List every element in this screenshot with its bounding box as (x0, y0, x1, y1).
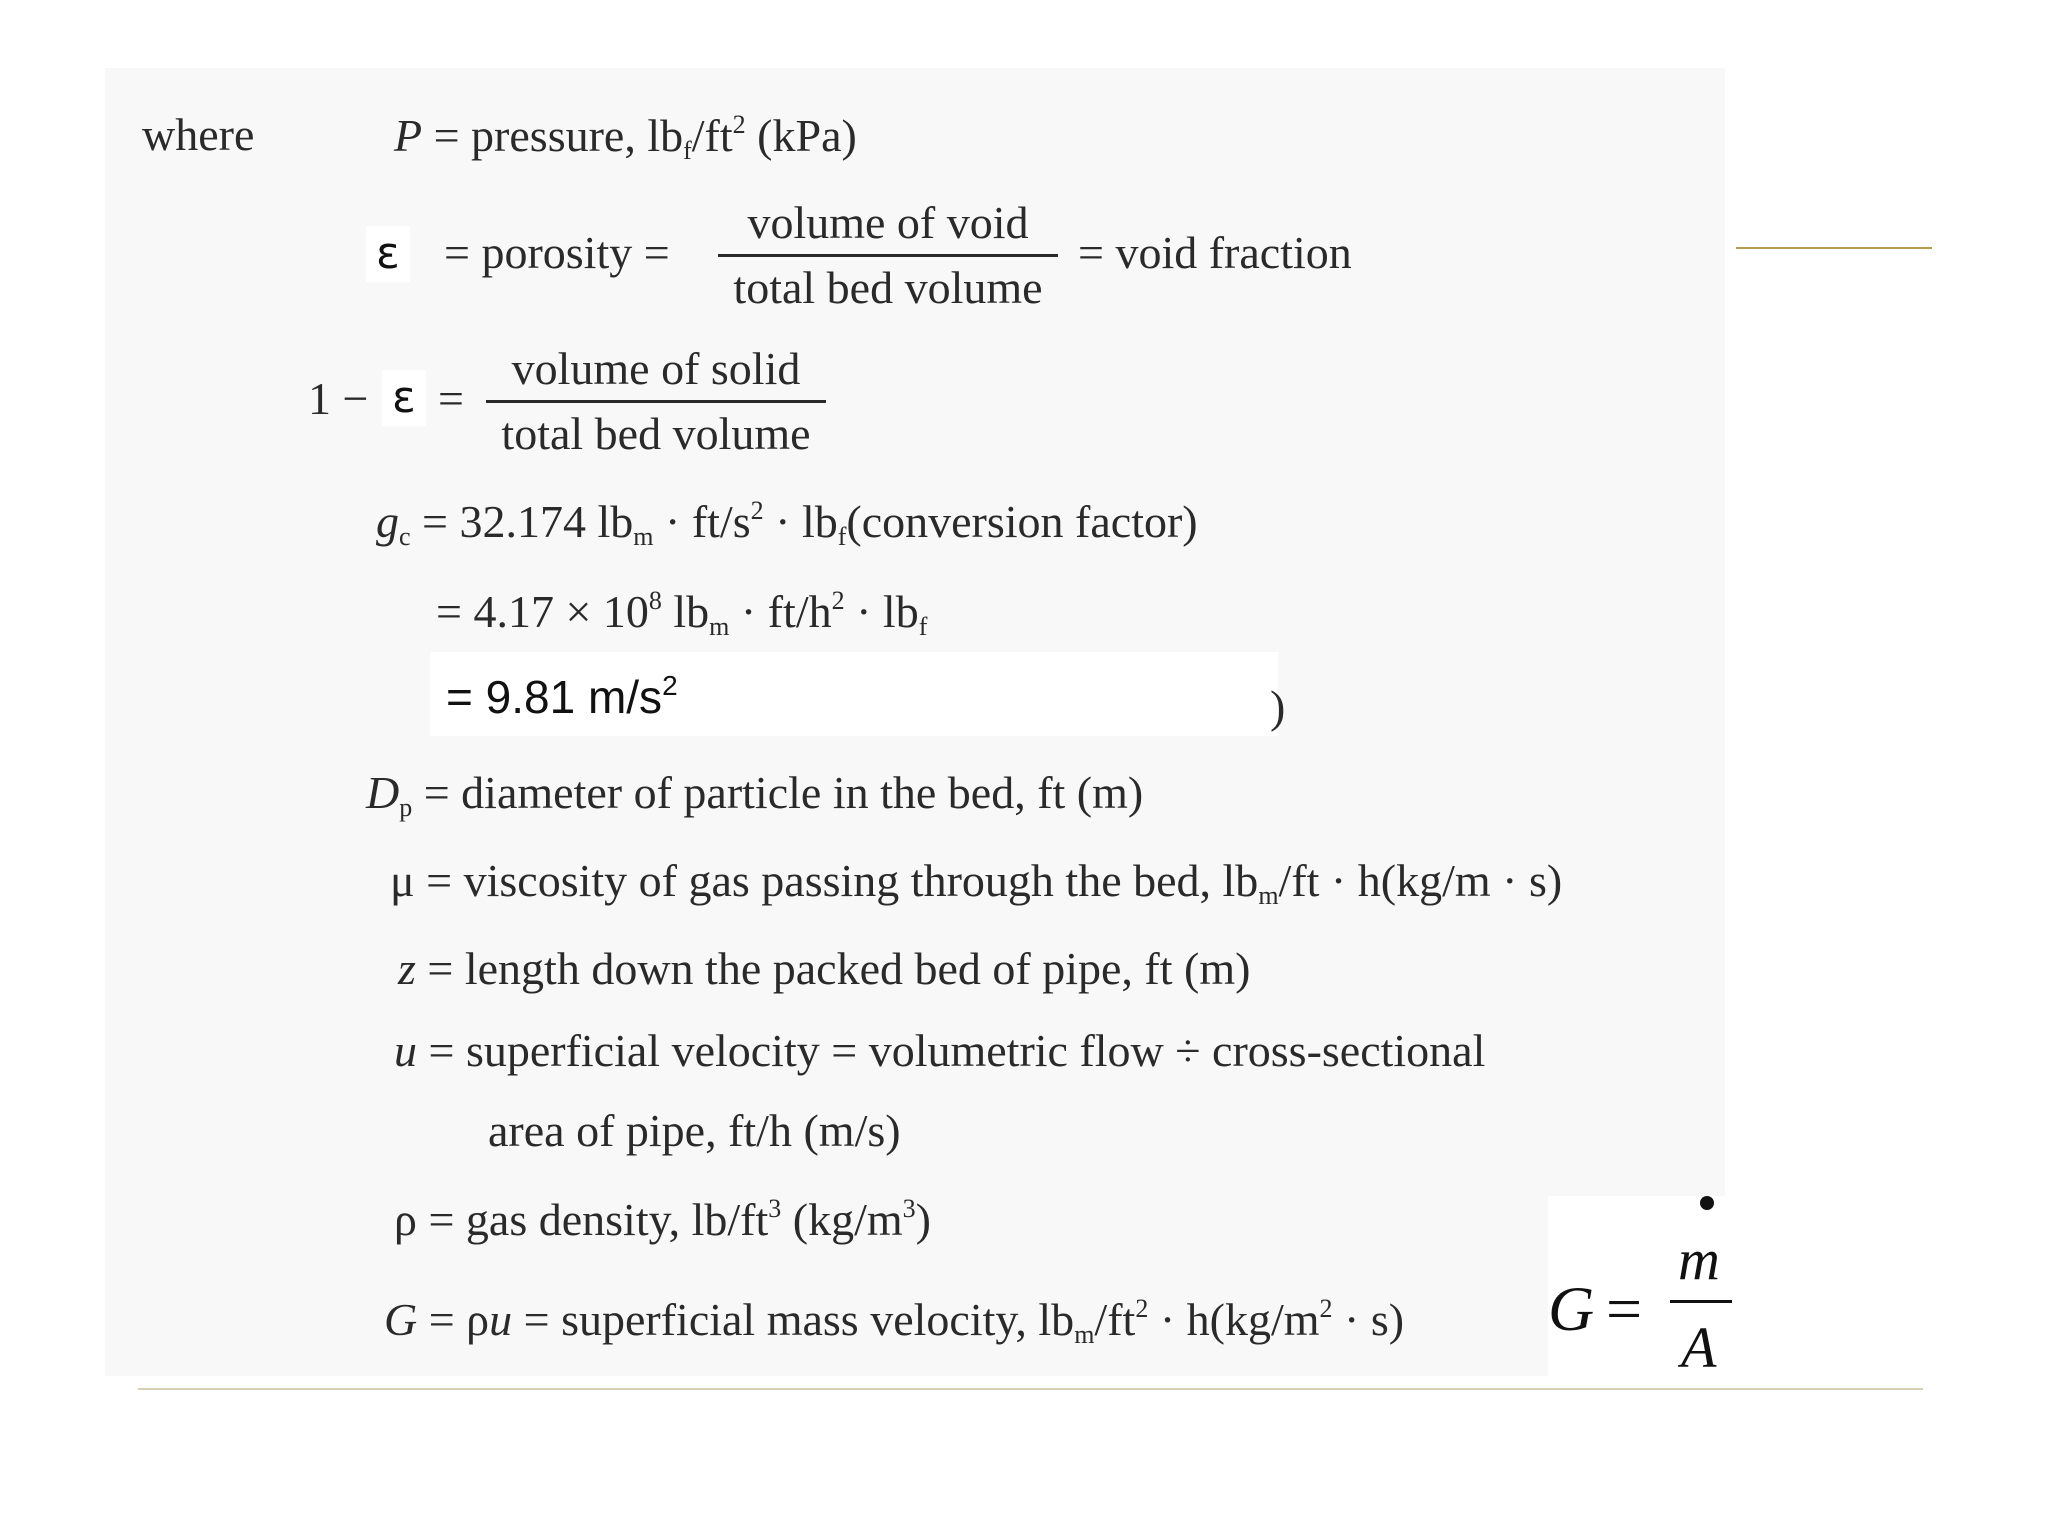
m-dot-icon (1700, 1196, 1714, 1210)
solid-eq: = (438, 373, 464, 424)
gc-line-2: = $4.17 \times 10^8$ $lb_m \cdot ft/h^2 \cdot lb_f$ (436, 586, 928, 641)
solid-fraction (486, 343, 826, 459)
mu-definition: μ = viscosity of gas passing through the bed, $lb_m/ft \cdot h(kg/m \cdot s)$ (390, 855, 1563, 910)
porosity-symbol: ε (366, 226, 410, 282)
g-formula-symbol: G (1548, 1273, 1595, 1344)
u-definition-cont: area of pipe, ft/h (m/s) (488, 1105, 901, 1156)
g-formula-denominator: A (1681, 1315, 1717, 1380)
solid-denominator: total bed volume (501, 408, 811, 459)
gc-line-1: $g_c = 32.174$ $lb_m \cdot ft/s^2$ · $lb_f(conversion$ factor) (376, 496, 1198, 551)
porosity-fraction (718, 197, 1058, 313)
porosity-denominator: total bed volume (733, 262, 1043, 313)
z-definition: z = length down the packed bed of pipe, ft (m) (398, 943, 1251, 994)
dp-definition: $D_p$ = diameter of particle in the bed, ft (m) (366, 767, 1144, 822)
u-definition: u = superficial velocity = volumetric flow ÷ cross-sectional (394, 1025, 1486, 1076)
g-formula-equals: = (1606, 1273, 1643, 1344)
porosity-numerator: volume of void (718, 200, 1058, 257)
g-formula-fraction-bar (1670, 1300, 1732, 1303)
pressure-definition: P = pressure, $lb_f/ft^2$ (kPa) (394, 110, 857, 165)
solid-prefix: 1 − (308, 373, 369, 424)
rho-definition: ρ = gas density, $lb/ft^3$ $(kg/m^3)$ (394, 1194, 931, 1245)
g-formula-numerator: m (1678, 1227, 1720, 1292)
where-label: where (142, 109, 255, 160)
mass-velocity-formula (1548, 1196, 1738, 1380)
solid-epsilon-symbol: ε (382, 370, 426, 426)
gc-line-3-tail: ) (1270, 681, 1286, 732)
bottom-rule (138, 1388, 1923, 1390)
g-definition: G = ρu = superficial mass velocity, $lb_m/ft^2 \cdot h(kg/m^2 \cdot s)$ (384, 1294, 1405, 1349)
solid-numerator: volume of solid (486, 346, 826, 403)
porosity-suffix: = void fraction (1078, 227, 1352, 278)
gc-line-3: = 9.81 $m/s^2$ (446, 670, 678, 723)
accent-rule (1736, 247, 1932, 249)
porosity-eq: = porosity = (444, 227, 670, 278)
